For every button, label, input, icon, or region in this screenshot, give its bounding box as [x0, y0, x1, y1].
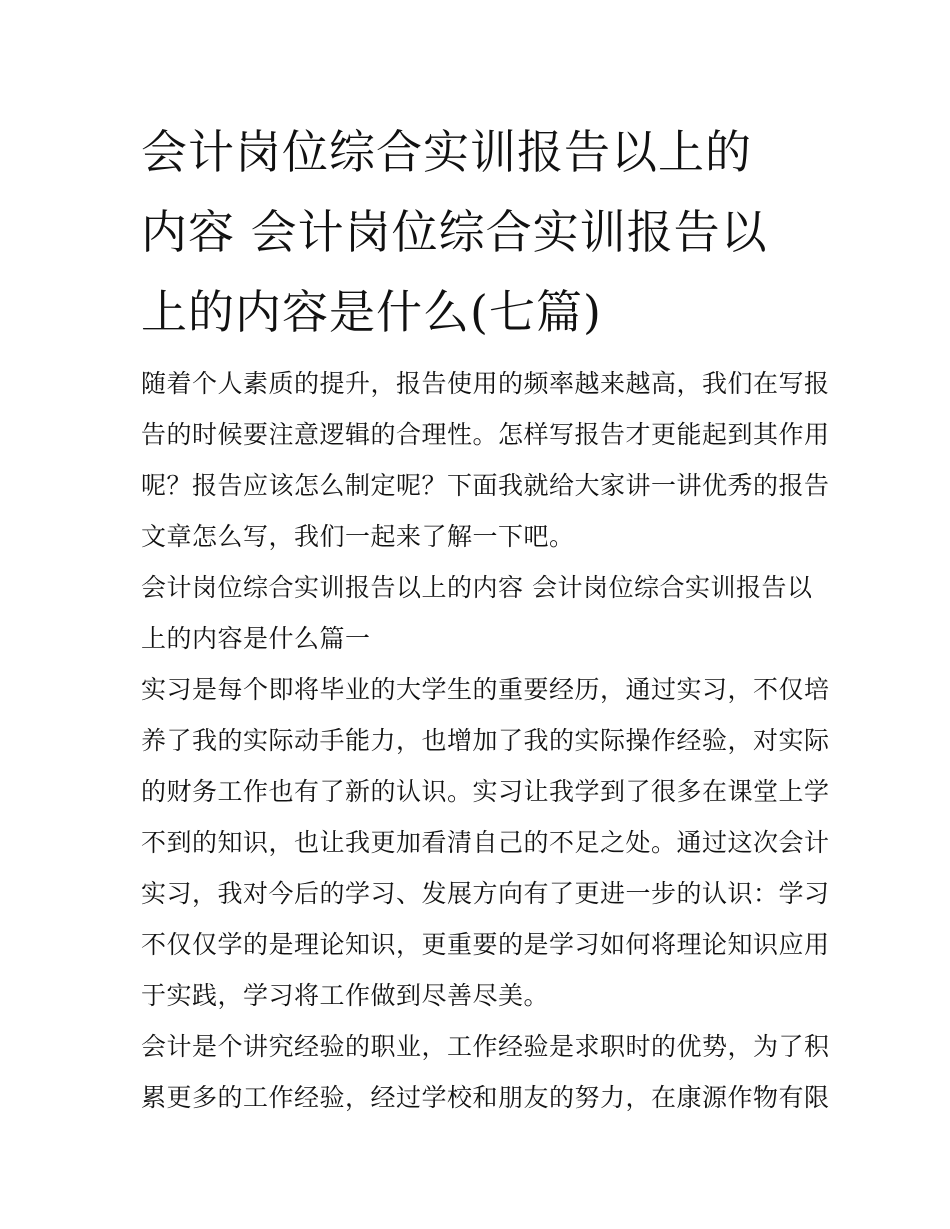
text-line: 的财务工作也有了新的认识。实习让我学到了很多在课堂上学 [141, 777, 830, 806]
text-line: 实习，我对今后的学习、发展方向有了更进一步的认识：学习 [141, 879, 830, 908]
text-line: 上的内容是什么篇一 [141, 624, 371, 653]
body-paragraph [141, 664, 830, 1021]
section-heading [141, 562, 813, 664]
text-line: 告的时候要注意逻辑的合理性。怎样写报告才更能起到其作用 [141, 420, 830, 449]
document-body [141, 358, 830, 1123]
text-line: 养了我的实际动手能力，也增加了我的实际操作经验，对实际 [141, 726, 830, 755]
title-line: 会计岗位综合实训报告以上的 [141, 125, 752, 179]
text-line: 不到的知识，也让我更加看清自己的不足之处。通过这次会计 [141, 828, 830, 857]
text-line: 随着个人素质的提升，报告使用的频率越来越高，我们在写报 [141, 369, 830, 398]
title-line: 上的内容是什么(七篇) [141, 285, 602, 339]
document-title [141, 112, 813, 352]
title-line: 内容 会计岗位综合实训报告以 [141, 205, 768, 259]
text-line: 不仅仅学的是理论知识，更重要的是学习如何将理论知识应用 [141, 930, 830, 959]
text-line: 累更多的工作经验，经过学校和朋友的努力，在康源作物有限 [141, 1083, 830, 1112]
document-page [141, 112, 830, 1123]
body-paragraph [141, 1021, 830, 1123]
text-line: 实习是每个即将毕业的大学生的重要经历，通过实习，不仅培 [141, 675, 830, 704]
text-line: 呢？报告应该怎么制定呢？下面我就给大家讲一讲优秀的报告 [141, 471, 830, 500]
text-line: 会计岗位综合实训报告以上的内容 会计岗位综合实训报告以 [141, 573, 813, 602]
intro-paragraph [141, 358, 830, 562]
text-line: 会计是个讲究经验的职业，工作经验是求职时的优势，为了积 [141, 1032, 830, 1061]
text-line: 于实践，学习将工作做到尽善尽美。 [141, 981, 550, 1010]
text-line: 文章怎么写，我们一起来了解一下吧。 [141, 522, 575, 551]
